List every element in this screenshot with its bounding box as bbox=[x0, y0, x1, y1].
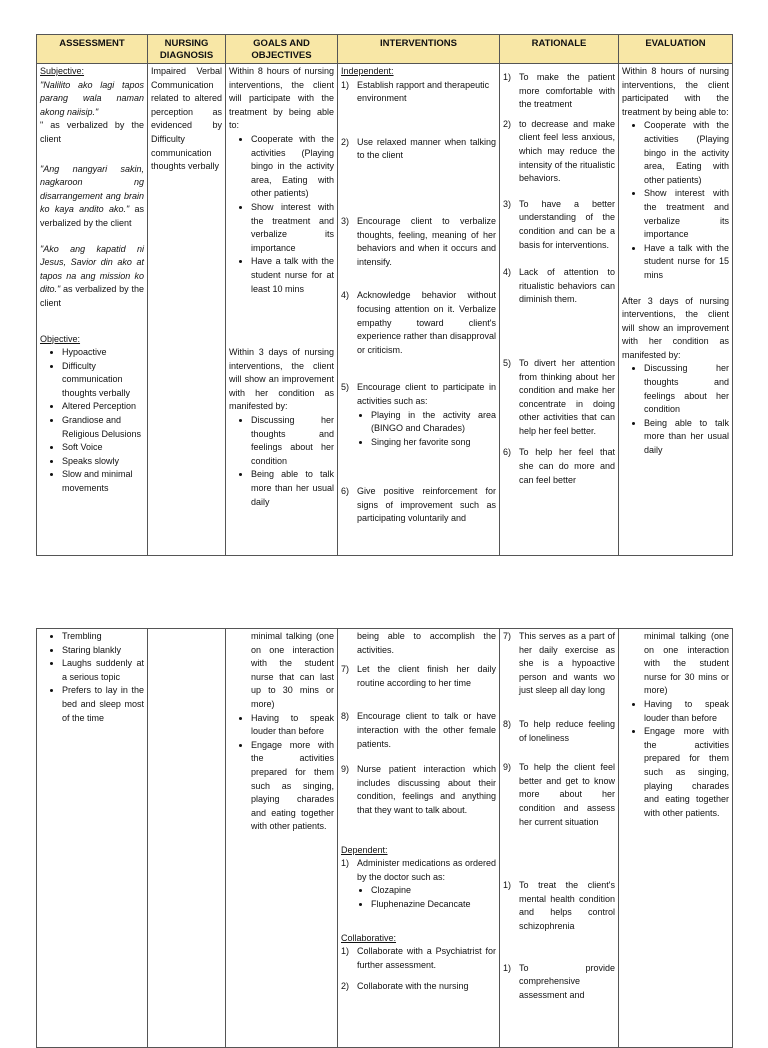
evaluation-item: • Having to speak louder than before bbox=[644, 698, 729, 725]
goal-item: • Have a talk with the student nurse for at least 10 mins bbox=[251, 255, 334, 296]
rationale-7: This serves as a part of her daily exercise as she is a hypoactive person and wants wo just sleep all day long bbox=[519, 631, 615, 696]
item-number: 6) bbox=[503, 447, 512, 458]
goal-item: • Cooperate with the activities (Playing bingo in the activity area, Eating with other patients) bbox=[251, 133, 334, 201]
item-number: 6) bbox=[341, 486, 350, 497]
goal-item: • Discussing her thoughts and feelings about her condition bbox=[251, 414, 334, 468]
rationale-4: Lack of attention to ritualistic behaviors can diminish them. bbox=[519, 267, 615, 305]
objective-item: • Difficulty communication thoughts verbally bbox=[62, 360, 144, 401]
rationale-8: To help reduce feeling of loneliness bbox=[519, 718, 615, 743]
goals-short-term-intro: Within 8 hours of nursing interventions, the client will participate with the treatment by being able to: bbox=[229, 66, 334, 131]
item-number: 9) bbox=[341, 764, 350, 775]
header-evaluation: EVALUATION bbox=[619, 35, 733, 64]
intervention-2: Use relaxed manner when talking to the client bbox=[357, 136, 496, 161]
item-number: 2) bbox=[341, 136, 350, 147]
dependent-1: Administer medications as ordered by the doctor such as: bbox=[357, 858, 496, 882]
care-plan-table-page-1 bbox=[36, 34, 733, 556]
evaluation-item: • Show interest with the treatment and verbalize its importance bbox=[644, 187, 729, 241]
header-goals: GOALS AND OBJECTIVES bbox=[226, 35, 338, 64]
objective-item: • Hypoactive bbox=[62, 346, 144, 360]
item-number: 5) bbox=[341, 382, 350, 393]
item-number: 2) bbox=[503, 118, 512, 129]
interventions-cell bbox=[338, 64, 500, 556]
item-number: 1) bbox=[503, 962, 512, 973]
item-number: 3) bbox=[341, 215, 350, 226]
rationale-cell bbox=[500, 64, 619, 556]
collaborative-2: Collaborate with the nursing bbox=[357, 981, 469, 992]
rationale-collaborative-1: To provide comprehensive assessment and bbox=[519, 962, 615, 1000]
item-number: 8) bbox=[503, 718, 512, 729]
item-number: 4) bbox=[503, 267, 512, 278]
evaluation-long-term-intro: After 3 days of nursing interventions, the client will show an improvement with her condition as manifested by: bbox=[622, 295, 729, 360]
goals-long-term-intro: Within 3 days of nursing interventions, the client will show an improvement with her condition as manifested by: bbox=[229, 347, 334, 412]
item-number: 7) bbox=[341, 664, 350, 675]
goal-continued-text: minimal talking (one on one interaction with the student nurse that can last up to 30 mins or more) bbox=[251, 631, 334, 709]
rationale-3: To have a better understanding of the condition and can be a basis for interventions. bbox=[519, 198, 615, 250]
goals-cell-continued bbox=[226, 629, 338, 1048]
evaluation-item: • Engage more with the activities prepared for them such as singing, playing charades and eating together with other patients. bbox=[644, 725, 729, 820]
objective-item: • Staring blankly bbox=[62, 644, 144, 658]
quote-2-attribution: as verbalized by the client bbox=[40, 204, 144, 228]
objective-item: • Altered Perception bbox=[62, 400, 144, 414]
assessment-cell bbox=[37, 64, 148, 556]
activity-item: • Playing in the activity area (BINGO and Charades) bbox=[371, 409, 496, 436]
item-number: 8) bbox=[341, 711, 350, 722]
item-number: 7) bbox=[503, 631, 512, 641]
goal-item: • Engage more with the activities prepared for them such as singing, playing charades and eating together with other patients. bbox=[251, 739, 334, 834]
medication-item: • Fluphenazine Decancate bbox=[371, 898, 496, 912]
dependent-label: Dependent: bbox=[341, 844, 388, 855]
quote-3-attribution: as verbalized by the client bbox=[40, 284, 144, 308]
intervention-5: Encourage client to participate in activities such as: bbox=[357, 382, 496, 406]
goals-long-term-list-continued bbox=[229, 712, 334, 834]
evaluation-continued-text: minimal talking (one on one interaction with the student nurse for 30 mins or more) bbox=[644, 631, 729, 696]
intervention-9: Nurse patient interaction which includes discussing about their condition, feelings and anything that they want to talk about. bbox=[357, 764, 496, 815]
intervention-4: Acknowledge behavior without focusing attention on it. Verbalize empathy toward client's experience rather than disapproval or criticism. bbox=[357, 290, 496, 355]
collaborative-label: Collaborative: bbox=[341, 932, 397, 943]
objective-item: • Slow and minimal movements bbox=[62, 468, 144, 495]
care-plan-table-page-2 bbox=[36, 628, 733, 1048]
item-number: 2) bbox=[341, 981, 350, 992]
objective-list bbox=[40, 346, 144, 496]
header-rationale: RATIONALE bbox=[500, 35, 619, 64]
item-number: 1) bbox=[341, 858, 350, 869]
rationale-5: To divert her attention from thinking about her condition and make her concentrate in doing other activities that can help her feel better. bbox=[519, 357, 615, 436]
header-interventions: INTERVENTIONS bbox=[338, 35, 500, 64]
item-number: 3) bbox=[503, 198, 512, 209]
rationale-6: To help her feel that she can do more and can feel better bbox=[519, 447, 615, 485]
rationale-dependent-1: To treat the client's mental health condition and helps control schizophrenia bbox=[519, 880, 615, 931]
intervention-3: Encourage client to verbalize thoughts, feeling, meaning of her behaviors and when it occurs and intensify. bbox=[357, 215, 496, 267]
objective-item: • Trembling bbox=[62, 630, 144, 644]
item-number: 1) bbox=[341, 79, 350, 90]
item-number: 1) bbox=[341, 946, 350, 957]
subjective-quote-2: "Ang nangyari sakin, nagkaroon ng disarrangement ang brain ko kaya andito ako." bbox=[40, 163, 144, 215]
evaluation-long-term-list-continued bbox=[622, 698, 729, 820]
objective-item: • Grandiose and Religious Delusions bbox=[62, 414, 144, 441]
rationale-cell-continued bbox=[500, 629, 619, 1048]
objective-item: • Soft Voice bbox=[62, 441, 144, 455]
evaluation-item: • Being able to talk more than her usual daily bbox=[644, 417, 729, 458]
evaluation-long-term-list bbox=[622, 362, 729, 457]
header-assessment: ASSESSMENT bbox=[37, 35, 148, 64]
evaluation-cell bbox=[619, 64, 733, 556]
assessment-cell-continued bbox=[37, 629, 148, 1048]
evaluation-item: • Discussing her thoughts and feelings about her condition bbox=[644, 362, 729, 416]
independent-label: Independent: bbox=[341, 66, 394, 76]
objective-item: • Prefers to lay in the bed and sleep most of the time bbox=[62, 684, 144, 725]
evaluation-item: • Cooperate with the activities (Playing bingo in the activity area, Eating with other patients) bbox=[644, 119, 729, 187]
rationale-2: to decrease and make client feel less anxious, which may reduce the intensity of the ritualistic behaviors. bbox=[519, 118, 615, 184]
intervention-6-continued: being able to accomplish the activities. bbox=[357, 631, 496, 655]
intervention-8: Encourage client to talk or have interaction with the other female patients. bbox=[357, 711, 496, 749]
goals-long-term-list bbox=[229, 414, 334, 509]
goals-cell bbox=[226, 64, 338, 556]
subjective-quote-3: "Ako ang kapatid ni Jesus, Savior din ako at tapos na ang mission ko dito." bbox=[40, 243, 144, 295]
item-number: 4) bbox=[341, 290, 350, 301]
rationale-1: To make the patient more comfortable with the treatment bbox=[519, 72, 615, 110]
intervention-1: Establish rapport and therapeutic environment bbox=[357, 79, 490, 104]
diagnosis-cell-continued bbox=[148, 629, 226, 1048]
diagnosis-cell: Impaired Verbal Communication related to altered perception as evidenced by Difficulty communication thoughts verbally bbox=[148, 64, 226, 556]
subjective-quote-1: "Nalilito ako lagi tapos parang wala naman akong naiisip." bbox=[40, 79, 144, 117]
item-number: 1) bbox=[503, 72, 512, 82]
objective-list-continued bbox=[40, 630, 144, 725]
objective-item: • Laughs suddenly at a serious topic bbox=[62, 657, 144, 684]
intervention-7: Let the client finish her daily routine according to her time bbox=[357, 664, 496, 688]
intervention-6: Give positive reinforcement for signs of improvement such as participating voluntarily and bbox=[357, 486, 496, 524]
item-number: 9) bbox=[503, 762, 512, 773]
goal-item: • Show interest with the treatment and verbalize its importance bbox=[251, 201, 334, 255]
medication-item: • Clozapine bbox=[371, 884, 496, 898]
header-nursing-diagnosis: NURSING DIAGNOSIS bbox=[148, 35, 226, 64]
objective-label: Objective: bbox=[40, 333, 81, 344]
activity-item: • Singing her favorite song bbox=[371, 436, 496, 450]
evaluation-cell-continued bbox=[619, 629, 733, 1048]
goals-short-term-list bbox=[229, 133, 334, 296]
evaluation-item: • Have a talk with the student nurse for 15 mins bbox=[644, 242, 729, 283]
item-number: 5) bbox=[503, 357, 512, 368]
collaborative-1: Collaborate with a Psychiatrist for further assessment. bbox=[357, 946, 496, 970]
medication-list bbox=[357, 884, 496, 911]
rationale-9: To help the client feel better and get to know more about her condition and assess her current situation bbox=[519, 762, 615, 827]
evaluation-short-term-list bbox=[622, 119, 729, 282]
interventions-cell-continued bbox=[338, 629, 500, 1048]
subjective-label: Subjective: bbox=[40, 66, 85, 76]
objective-item: • Speaks slowly bbox=[62, 455, 144, 469]
goal-item: • Being able to talk more than her usual daily bbox=[251, 468, 334, 509]
item-number: 1) bbox=[503, 880, 512, 891]
activities-list bbox=[357, 409, 496, 450]
quote-1-attribution: " as verbalized by the client bbox=[40, 120, 144, 144]
goal-item: • Having to speak louder than before bbox=[251, 712, 334, 739]
evaluation-short-term-intro: Within 8 hours of nursing interventions, the client participated with the treatment by being able to: bbox=[622, 66, 729, 117]
